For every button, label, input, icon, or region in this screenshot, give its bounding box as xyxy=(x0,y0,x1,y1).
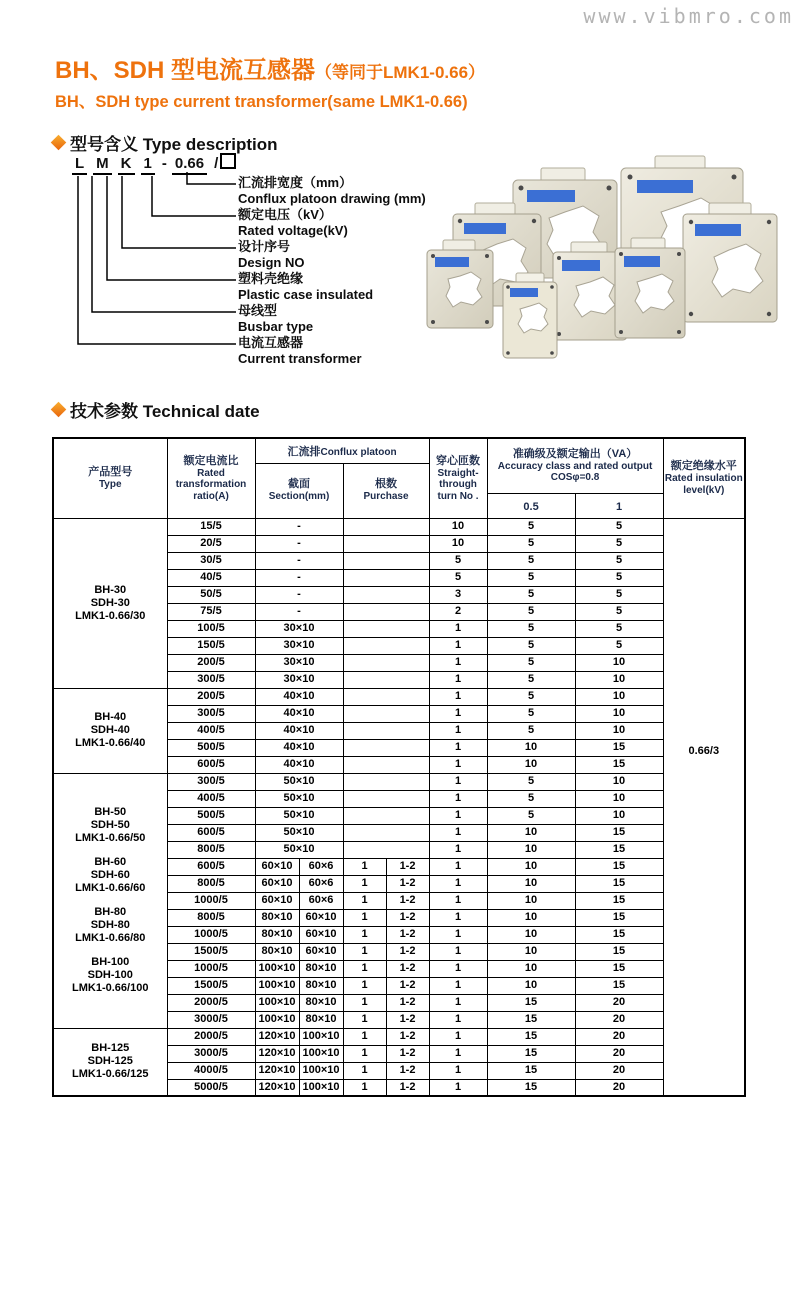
ratio-cell: 500/5 xyxy=(167,739,255,756)
section-cell-b: 100×10 xyxy=(299,1062,343,1079)
ratio-cell: 300/5 xyxy=(167,705,255,722)
ratio-cell: 4000/5 xyxy=(167,1062,255,1079)
accuracy-1-cell: 5 xyxy=(575,569,663,586)
accuracy-1-cell: 10 xyxy=(575,807,663,824)
purchase-cell-a: 1 xyxy=(343,858,386,875)
turn-cell: 1 xyxy=(429,994,487,1011)
section-cell: - xyxy=(255,603,343,620)
insulation-level-cell: 0.66/3 xyxy=(663,518,745,1096)
product-type-label: BH-100 SDH-100 LMK1-0.66/100 xyxy=(72,956,149,994)
accuracy-1-cell: 5 xyxy=(575,603,663,620)
ratio-cell: 400/5 xyxy=(167,790,255,807)
turn-cell: 1 xyxy=(429,739,487,756)
table-row xyxy=(53,518,745,535)
purchase-cell-a: 1 xyxy=(343,994,386,1011)
diagram-label-design-no: 设计序号 Design NO xyxy=(238,239,305,270)
section-cell: 40×10 xyxy=(255,688,343,705)
product-type-cell xyxy=(53,773,167,1028)
purchase-cell xyxy=(343,756,429,773)
purchase-cell xyxy=(343,586,429,603)
accuracy-1-cell: 15 xyxy=(575,756,663,773)
accuracy-05-cell: 5 xyxy=(487,807,575,824)
purchase-cell xyxy=(343,739,429,756)
accuracy-05-cell: 5 xyxy=(487,688,575,705)
header-accuracy-05: 0.5 xyxy=(487,493,575,518)
accuracy-05-cell: 15 xyxy=(487,1062,575,1079)
header-purchase: 根数 Purchase xyxy=(343,463,429,518)
purchase-cell-a: 1 xyxy=(343,1079,386,1096)
model-code xyxy=(72,153,236,175)
purchase-cell-b: 1-2 xyxy=(386,1045,429,1062)
purchase-cell-a: 1 xyxy=(343,1045,386,1062)
ratio-cell: 3000/5 xyxy=(167,1011,255,1028)
ratio-cell: 75/5 xyxy=(167,603,255,620)
turn-cell: 1 xyxy=(429,892,487,909)
purchase-cell xyxy=(343,569,429,586)
diagram-label-busbar-width: 汇流排宽度（mm） Conflux platoon drawing (mm) xyxy=(238,175,426,206)
diagram-label-rated-voltage: 额定电压（kV） Rated voltage(kV) xyxy=(238,207,348,238)
turn-cell: 1 xyxy=(429,824,487,841)
accuracy-05-cell: 10 xyxy=(487,909,575,926)
accuracy-1-cell: 20 xyxy=(575,1045,663,1062)
section-cell-b: 100×10 xyxy=(299,1045,343,1062)
accuracy-1-cell: 15 xyxy=(575,858,663,875)
section-cell-a: 60×10 xyxy=(255,858,299,875)
accuracy-05-cell: 15 xyxy=(487,994,575,1011)
accuracy-1-cell: 15 xyxy=(575,909,663,926)
section-cell-a: 100×10 xyxy=(255,960,299,977)
model-code-L: L xyxy=(72,155,87,175)
purchase-cell-b: 1-2 xyxy=(386,1062,429,1079)
accuracy-1-cell: 10 xyxy=(575,722,663,739)
purchase-cell-a: 1 xyxy=(343,960,386,977)
turn-cell: 1 xyxy=(429,807,487,824)
technical-data-heading-text: 技术参数 Technical date xyxy=(70,402,260,421)
accuracy-1-cell: 10 xyxy=(575,790,663,807)
turn-cell: 1 xyxy=(429,637,487,654)
section-cell: 50×10 xyxy=(255,824,343,841)
purchase-cell-b: 1-2 xyxy=(386,960,429,977)
accuracy-05-cell: 10 xyxy=(487,858,575,875)
product-type-cell xyxy=(53,1028,167,1096)
purchase-cell xyxy=(343,603,429,620)
accuracy-1-cell: 10 xyxy=(575,654,663,671)
ratio-cell: 3000/5 xyxy=(167,1045,255,1062)
product-type-label: BH-125 SDH-125 LMK1-0.66/125 xyxy=(72,1042,149,1081)
purchase-cell-a: 1 xyxy=(343,977,386,994)
header-section: 截面 Section(mm) xyxy=(255,463,343,518)
turn-cell: 10 xyxy=(429,518,487,535)
site-watermark: www.vibmro.com xyxy=(583,4,794,28)
diagram-label-busbar-type: 母线型 Busbar type xyxy=(238,303,314,334)
section-cell-a: 80×10 xyxy=(255,909,299,926)
section-cell-b: 80×10 xyxy=(299,994,343,1011)
ratio-cell: 1000/5 xyxy=(167,960,255,977)
product-type-label: BH-50 SDH-50 LMK1-0.66/50 xyxy=(75,806,146,844)
section-cell-a: 120×10 xyxy=(255,1079,299,1096)
accuracy-05-cell: 5 xyxy=(487,569,575,586)
accuracy-1-cell: 15 xyxy=(575,960,663,977)
turn-cell: 1 xyxy=(429,756,487,773)
accuracy-1-cell: 5 xyxy=(575,620,663,637)
ratio-cell: 500/5 xyxy=(167,807,255,824)
turn-cell: 3 xyxy=(429,586,487,603)
turn-cell: 1 xyxy=(429,654,487,671)
section-cell-a: 120×10 xyxy=(255,1045,299,1062)
model-code-slash: / xyxy=(214,155,219,172)
technical-table-wrap xyxy=(52,437,746,1097)
accuracy-05-cell: 5 xyxy=(487,586,575,603)
table-row xyxy=(53,1028,745,1045)
header-conflux: 汇流排Conflux platoon xyxy=(255,438,429,463)
section-cell-b: 60×10 xyxy=(299,909,343,926)
purchase-cell xyxy=(343,654,429,671)
product-type-cell xyxy=(53,688,167,773)
section-cell: 40×10 xyxy=(255,756,343,773)
accuracy-05-cell: 5 xyxy=(487,790,575,807)
type-description-heading-text: 型号含义 Type description xyxy=(70,135,278,154)
ratio-cell: 15/5 xyxy=(167,518,255,535)
ratio-cell: 800/5 xyxy=(167,875,255,892)
turn-cell: 1 xyxy=(429,671,487,688)
accuracy-05-cell: 10 xyxy=(487,739,575,756)
ratio-cell: 400/5 xyxy=(167,722,255,739)
accuracy-05-cell: 5 xyxy=(487,603,575,620)
accuracy-05-cell: 15 xyxy=(487,1011,575,1028)
accuracy-1-cell: 5 xyxy=(575,518,663,535)
model-code-box xyxy=(220,153,236,169)
purchase-cell-a: 1 xyxy=(343,875,386,892)
ratio-cell: 200/5 xyxy=(167,688,255,705)
accuracy-05-cell: 5 xyxy=(487,705,575,722)
section-cell-b: 60×10 xyxy=(299,943,343,960)
ratio-cell: 200/5 xyxy=(167,654,255,671)
accuracy-05-cell: 5 xyxy=(487,637,575,654)
turn-cell: 1 xyxy=(429,960,487,977)
section-cell-a: 80×10 xyxy=(255,943,299,960)
accuracy-1-cell: 15 xyxy=(575,841,663,858)
ratio-cell: 2000/5 xyxy=(167,1028,255,1045)
ratio-cell: 600/5 xyxy=(167,824,255,841)
header-insulation: 额定绝缘水平 Rated insulation level(kV) xyxy=(663,438,745,518)
accuracy-1-cell: 10 xyxy=(575,773,663,790)
section-cell-a: 120×10 xyxy=(255,1028,299,1045)
ratio-cell: 50/5 xyxy=(167,586,255,603)
turn-cell: 1 xyxy=(429,977,487,994)
accuracy-05-cell: 5 xyxy=(487,535,575,552)
header-accuracy: 准确级及额定输出（VA） Accuracy class and rated output COSφ=0.8 xyxy=(487,438,663,493)
section-cell-b: 100×10 xyxy=(299,1028,343,1045)
purchase-cell-b: 1-2 xyxy=(386,1028,429,1045)
turn-cell: 1 xyxy=(429,1045,487,1062)
section-cell: - xyxy=(255,535,343,552)
ratio-cell: 30/5 xyxy=(167,552,255,569)
turn-cell: 5 xyxy=(429,552,487,569)
ratio-cell: 1500/5 xyxy=(167,943,255,960)
section-cell: - xyxy=(255,586,343,603)
ratio-cell: 300/5 xyxy=(167,773,255,790)
ratio-cell: 20/5 xyxy=(167,535,255,552)
purchase-cell-b: 1-2 xyxy=(386,926,429,943)
section-cell: 30×10 xyxy=(255,637,343,654)
accuracy-05-cell: 10 xyxy=(487,977,575,994)
turn-cell: 1 xyxy=(429,926,487,943)
diagram-label-plastic-case: 塑料壳绝缘 Plastic case insulated xyxy=(238,271,374,302)
page-title-zh: BH、SDH 型电流互感器（等同于LMK1-0.66） xyxy=(55,57,486,84)
ratio-cell: 800/5 xyxy=(167,909,255,926)
turn-cell: 1 xyxy=(429,1079,487,1096)
accuracy-05-cell: 15 xyxy=(487,1028,575,1045)
accuracy-1-cell: 10 xyxy=(575,705,663,722)
product-type-label: BH-60 SDH-60 LMK1-0.66/60 xyxy=(75,856,146,894)
section-cell: 50×10 xyxy=(255,841,343,858)
purchase-cell xyxy=(343,722,429,739)
section-cell-a: 60×10 xyxy=(255,875,299,892)
section-cell: - xyxy=(255,552,343,569)
accuracy-1-cell: 10 xyxy=(575,688,663,705)
turn-cell: 1 xyxy=(429,858,487,875)
accuracy-1-cell: 15 xyxy=(575,892,663,909)
section-cell-a: 100×10 xyxy=(255,1011,299,1028)
purchase-cell-a: 1 xyxy=(343,943,386,960)
section-cell: 30×10 xyxy=(255,620,343,637)
purchase-cell xyxy=(343,671,429,688)
turn-cell: 1 xyxy=(429,620,487,637)
ratio-cell: 5000/5 xyxy=(167,1079,255,1096)
purchase-cell-b: 1-2 xyxy=(386,892,429,909)
turn-cell: 1 xyxy=(429,1011,487,1028)
purchase-cell xyxy=(343,824,429,841)
ratio-cell: 1000/5 xyxy=(167,926,255,943)
model-code-1: 1 xyxy=(141,155,155,175)
accuracy-05-cell: 5 xyxy=(487,722,575,739)
purchase-cell xyxy=(343,773,429,790)
section-cell-b: 80×10 xyxy=(299,977,343,994)
ratio-cell: 150/5 xyxy=(167,637,255,654)
purchase-cell-b: 1-2 xyxy=(386,943,429,960)
accuracy-1-cell: 20 xyxy=(575,1062,663,1079)
product-photo-illustration xyxy=(425,152,795,376)
purchase-cell-b: 1-2 xyxy=(386,858,429,875)
product-type-cell xyxy=(53,518,167,688)
turn-cell: 1 xyxy=(429,1062,487,1079)
accuracy-1-cell: 10 xyxy=(575,671,663,688)
ratio-cell: 1000/5 xyxy=(167,892,255,909)
accuracy-05-cell: 10 xyxy=(487,875,575,892)
type-description-heading xyxy=(53,130,278,155)
section-cell: - xyxy=(255,569,343,586)
section-cell-a: 60×10 xyxy=(255,892,299,909)
technical-data-heading xyxy=(53,397,260,422)
section-cell: - xyxy=(255,518,343,535)
header-ratio: 额定电流比 Rated transformation ratio(A) xyxy=(167,438,255,518)
purchase-cell-b: 1-2 xyxy=(386,994,429,1011)
turn-cell: 1 xyxy=(429,790,487,807)
section-cell-b: 100×10 xyxy=(299,1079,343,1096)
accuracy-1-cell: 5 xyxy=(575,552,663,569)
accuracy-05-cell: 5 xyxy=(487,671,575,688)
section-cell: 50×10 xyxy=(255,790,343,807)
purchase-cell-b: 1-2 xyxy=(386,909,429,926)
turn-cell: 10 xyxy=(429,535,487,552)
purchase-cell-b: 1-2 xyxy=(386,875,429,892)
accuracy-05-cell: 5 xyxy=(487,773,575,790)
header-accuracy-1: 1 xyxy=(575,493,663,518)
purchase-cell xyxy=(343,807,429,824)
accuracy-1-cell: 5 xyxy=(575,586,663,603)
turn-cell: 1 xyxy=(429,909,487,926)
diamond-bullet-icon xyxy=(51,402,67,418)
purchase-cell xyxy=(343,790,429,807)
accuracy-1-cell: 15 xyxy=(575,926,663,943)
header-type: 产品型号 Type xyxy=(53,438,167,518)
section-cell-b: 60×10 xyxy=(299,926,343,943)
turn-cell: 1 xyxy=(429,773,487,790)
purchase-cell-a: 1 xyxy=(343,909,386,926)
page-title-en: BH、SDH type current transformer(same LMK1-0.66) xyxy=(55,93,468,111)
ratio-cell: 2000/5 xyxy=(167,994,255,1011)
section-cell-b: 60×6 xyxy=(299,892,343,909)
accuracy-05-cell: 10 xyxy=(487,892,575,909)
accuracy-05-cell: 10 xyxy=(487,841,575,858)
section-cell-b: 80×10 xyxy=(299,960,343,977)
purchase-cell-a: 1 xyxy=(343,892,386,909)
accuracy-1-cell: 15 xyxy=(575,875,663,892)
purchase-cell-a: 1 xyxy=(343,1028,386,1045)
model-code-voltage: 0.66 xyxy=(172,155,207,175)
accuracy-1-cell: 20 xyxy=(575,1011,663,1028)
product-type-label: BH-40 SDH-40 LMK1-0.66/40 xyxy=(75,711,146,749)
accuracy-1-cell: 15 xyxy=(575,943,663,960)
technical-table xyxy=(52,437,746,1097)
model-code-K: K xyxy=(118,155,135,175)
purchase-cell-b: 1-2 xyxy=(386,1079,429,1096)
ratio-cell: 300/5 xyxy=(167,671,255,688)
accuracy-1-cell: 15 xyxy=(575,739,663,756)
purchase-cell xyxy=(343,518,429,535)
model-code-M: M xyxy=(93,155,112,175)
ratio-cell: 1500/5 xyxy=(167,977,255,994)
accuracy-1-cell: 5 xyxy=(575,535,663,552)
turn-cell: 5 xyxy=(429,569,487,586)
header-turn: 穿心匝数 Straight-through turn No . xyxy=(429,438,487,518)
purchase-cell xyxy=(343,620,429,637)
section-cell-a: 120×10 xyxy=(255,1062,299,1079)
accuracy-05-cell: 5 xyxy=(487,654,575,671)
section-cell-b: 60×6 xyxy=(299,875,343,892)
model-code-dash: - xyxy=(161,155,167,172)
product-type-label: BH-80 SDH-80 LMK1-0.66/80 xyxy=(75,906,146,944)
purchase-cell xyxy=(343,552,429,569)
turn-cell: 1 xyxy=(429,841,487,858)
ratio-cell: 40/5 xyxy=(167,569,255,586)
purchase-cell-b: 1-2 xyxy=(386,977,429,994)
table-row xyxy=(53,773,745,790)
accuracy-05-cell: 5 xyxy=(487,620,575,637)
accuracy-05-cell: 5 xyxy=(487,552,575,569)
purchase-cell-b: 1-2 xyxy=(386,1011,429,1028)
ratio-cell: 600/5 xyxy=(167,756,255,773)
turn-cell: 1 xyxy=(429,688,487,705)
section-cell: 50×10 xyxy=(255,807,343,824)
section-cell-a: 100×10 xyxy=(255,977,299,994)
purchase-cell xyxy=(343,637,429,654)
accuracy-1-cell: 5 xyxy=(575,637,663,654)
accuracy-05-cell: 10 xyxy=(487,926,575,943)
section-cell: 40×10 xyxy=(255,722,343,739)
accuracy-05-cell: 10 xyxy=(487,756,575,773)
turn-cell: 1 xyxy=(429,722,487,739)
accuracy-1-cell: 15 xyxy=(575,977,663,994)
purchase-cell-a: 1 xyxy=(343,1011,386,1028)
section-cell: 40×10 xyxy=(255,705,343,722)
section-cell: 50×10 xyxy=(255,773,343,790)
purchase-cell-a: 1 xyxy=(343,1062,386,1079)
section-cell-b: 60×6 xyxy=(299,858,343,875)
ratio-cell: 600/5 xyxy=(167,858,255,875)
turn-cell: 2 xyxy=(429,603,487,620)
purchase-cell-a: 1 xyxy=(343,926,386,943)
accuracy-05-cell: 5 xyxy=(487,518,575,535)
section-cell-a: 80×10 xyxy=(255,926,299,943)
section-cell-b: 80×10 xyxy=(299,1011,343,1028)
purchase-cell xyxy=(343,535,429,552)
accuracy-05-cell: 10 xyxy=(487,943,575,960)
ratio-cell: 100/5 xyxy=(167,620,255,637)
accuracy-05-cell: 10 xyxy=(487,960,575,977)
diamond-bullet-icon xyxy=(51,135,67,151)
section-cell: 30×10 xyxy=(255,671,343,688)
table-row xyxy=(53,688,745,705)
accuracy-1-cell: 15 xyxy=(575,824,663,841)
product-type-label: BH-30 SDH-30 LMK1-0.66/30 xyxy=(75,583,146,622)
turn-cell: 1 xyxy=(429,705,487,722)
accuracy-1-cell: 20 xyxy=(575,994,663,1011)
accuracy-05-cell: 10 xyxy=(487,824,575,841)
diagram-label-current-transformer: 电流互感器 Current transformer xyxy=(238,335,362,366)
section-cell: 40×10 xyxy=(255,739,343,756)
accuracy-1-cell: 20 xyxy=(575,1079,663,1096)
purchase-cell xyxy=(343,688,429,705)
purchase-cell xyxy=(343,841,429,858)
turn-cell: 1 xyxy=(429,1028,487,1045)
purchase-cell xyxy=(343,705,429,722)
section-cell-a: 100×10 xyxy=(255,994,299,1011)
accuracy-05-cell: 15 xyxy=(487,1079,575,1096)
page-title-paren: （等同于LMK1-0.66） xyxy=(315,63,486,82)
accuracy-1-cell: 20 xyxy=(575,1028,663,1045)
turn-cell: 1 xyxy=(429,875,487,892)
accuracy-05-cell: 15 xyxy=(487,1045,575,1062)
ratio-cell: 800/5 xyxy=(167,841,255,858)
section-cell: 30×10 xyxy=(255,654,343,671)
turn-cell: 1 xyxy=(429,943,487,960)
